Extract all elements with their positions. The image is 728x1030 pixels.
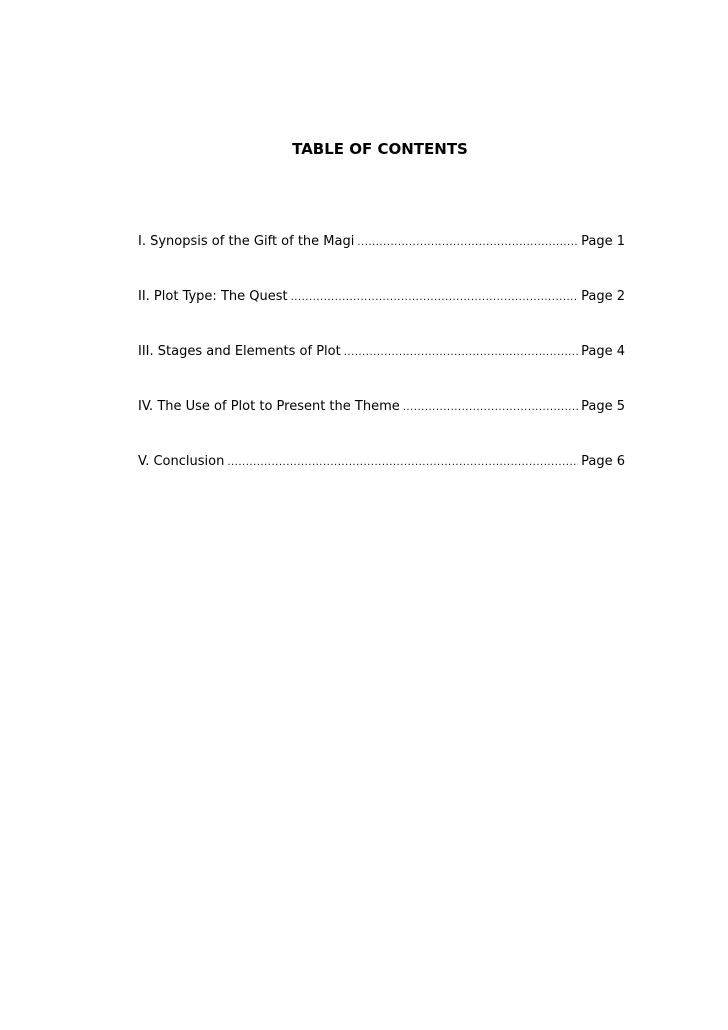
dot-leader <box>403 402 578 413</box>
toc-entry-page: Page 4 <box>581 344 625 359</box>
toc-entry-page: Page 5 <box>581 399 625 414</box>
toc-entry-label: IV. The Use of Plot to Present the Theme <box>138 399 400 414</box>
toc-entry-3[interactable] <box>138 344 625 368</box>
toc-list <box>138 234 625 509</box>
dot-leader <box>357 237 578 248</box>
toc-entry-label: I. Synopsis of the Gift of the Magi <box>138 234 355 249</box>
toc-entry-label: II. Plot Type: The Quest <box>138 289 288 304</box>
toc-entry-page: Page 2 <box>581 289 625 304</box>
dot-leader <box>227 457 578 468</box>
dot-leader <box>344 347 578 358</box>
toc-entry-2[interactable] <box>138 289 625 313</box>
toc-entry-1[interactable] <box>138 234 625 258</box>
toc-entry-label: III. Stages and Elements of Plot <box>138 344 341 359</box>
toc-entry-5[interactable] <box>138 454 625 478</box>
toc-entry-label: V. Conclusion <box>138 454 225 469</box>
page-title: TABLE OF CONTENTS <box>292 140 468 158</box>
toc-entry-4[interactable] <box>138 399 625 423</box>
toc-entry-page: Page 6 <box>581 454 625 469</box>
toc-entry-page: Page 1 <box>581 234 625 249</box>
dot-leader <box>291 292 579 303</box>
